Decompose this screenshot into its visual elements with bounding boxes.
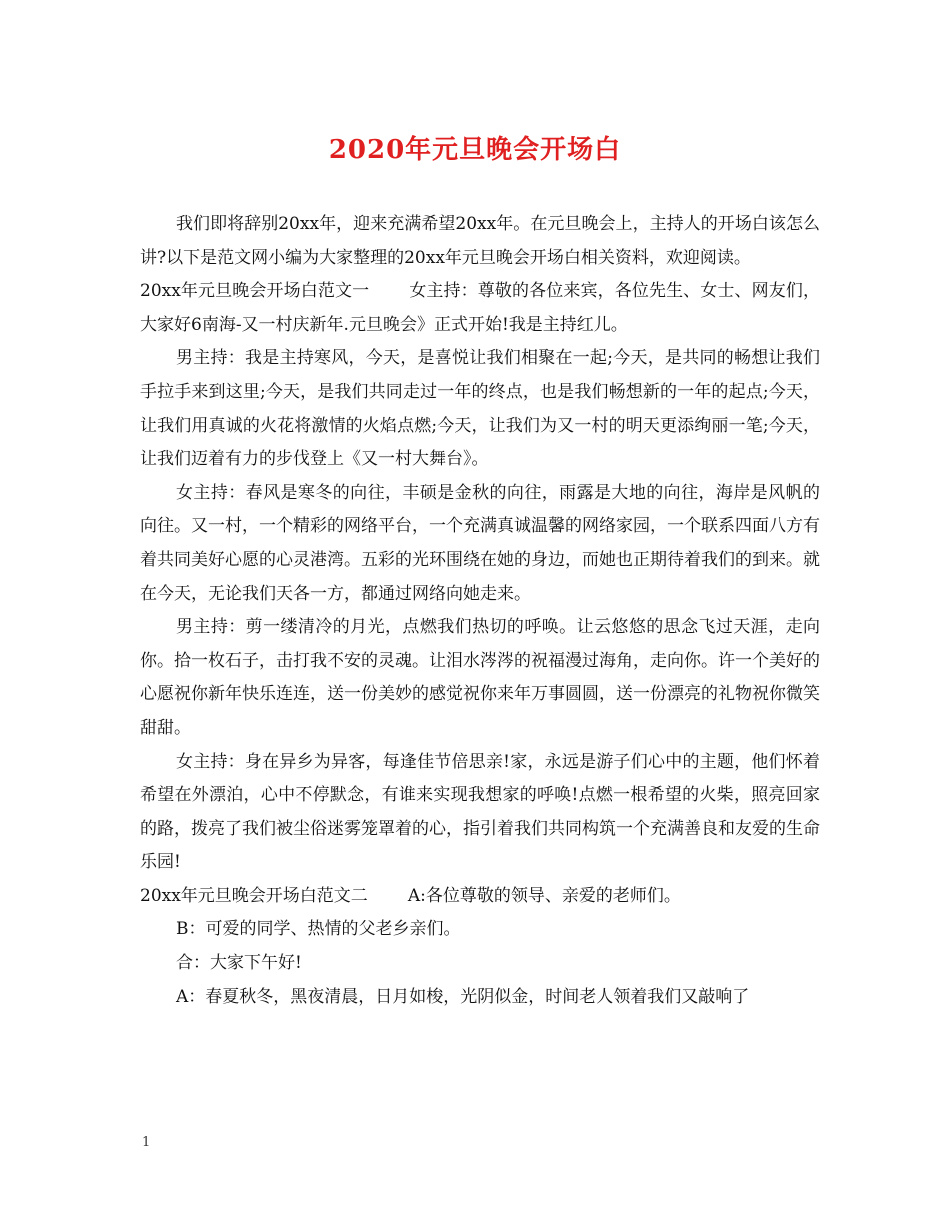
page-number: 1 <box>142 1135 151 1150</box>
paragraph-sample-two-heading <box>140 880 820 914</box>
paragraph-female-host-3: 女主持：身在异乡为异客，每逢佳节倍思亲!家，永远是游子们心中的主题，他们怀着希望在外漂泊，心中不停默念，有谁来实现我想家的呼唤!点燃一根希望的火柴，照亮回家的路，拨亮了我们被尘俗迷雾笼罩着的心，指引着我们共同构筑一个充满善良和友爱的生命乐园! <box>140 751 820 873</box>
paragraph-intro: 我们即将辞别20xx年，迎来充满希望20xx年。在元旦晚会上，主持人的开场白该怎么讲?以下是范文网小编为大家整理的20xx年元旦晚会开场白相关资料，欢迎阅读。 <box>140 214 820 268</box>
paragraph-a: A：春夏秋冬，黑夜清晨，日月如梭，光阴似金，时间老人领着我们又敲响了 <box>176 986 750 1007</box>
paragraph-sample-one-heading <box>140 275 820 342</box>
paragraph-b: B：可爱的同学、热情的父老乡亲们。 <box>176 919 461 940</box>
paragraph-male-host-1: 男主持：我是主持寒风，今天，是喜悦让我们相聚在一起;今天，是共同的畅想让我们手拉手来到这里;今天，是我们共同走过一年的终点，也是我们畅想新的一年的起点;今天，让我们用真诚的火花将激情的火焰点燃;今天，让我们为又一村的明天更添绚丽一笔;今天，让我们迈着有力的步伐登上《又一村大舞台》。 <box>140 348 820 470</box>
paragraph-together: 合：大家下午好! <box>176 953 302 974</box>
document-body <box>140 208 820 1014</box>
paragraph-female-host-2: 女主持：春风是寒冬的向往，丰硕是金秋的向往，雨露是大地的向往，海岸是风帆的向往。又一村，一个精彩的网络平台，一个充满真诚温馨的网络家园，一个联系四面八方有着共同美好心愿的心灵港湾。五彩的光环围绕在她的身边，而她也正期待着我们的到来。就在今天，无论我们天各一方，都通过网络向她走来。 <box>140 482 820 604</box>
section-heading: 20xx年元旦晚会开场白范文二 <box>140 885 368 906</box>
paragraph-male-host-2: 男主持：剪一缕清冷的月光，点燃我们热切的呼唤。让云悠悠的思念飞过天涯，走向你。拾一枚石子，击打我不安的灵魂。让泪水涔涔的祝福漫过海角，走向你。许一个美好的心愿祝你新年快乐连连，送一份美妙的感觉祝你来年万事圆圆，送一份漂亮的礼物祝你微笑甜甜。 <box>140 617 820 738</box>
section-heading: 20xx年元旦晚会开场白范文一 <box>140 281 370 302</box>
paragraph-text: A:各位尊敬的领导、亲爱的老师们。 <box>407 885 681 906</box>
document-title: 2020年元旦晚会开场白 <box>328 135 622 165</box>
paragraph-text: 女主持：尊敬的各位来宾，各位先生、女士、网友们，大家好6南海-又一村庆新年.元旦晚会》正式开始!我是主持红儿。 <box>140 281 820 335</box>
